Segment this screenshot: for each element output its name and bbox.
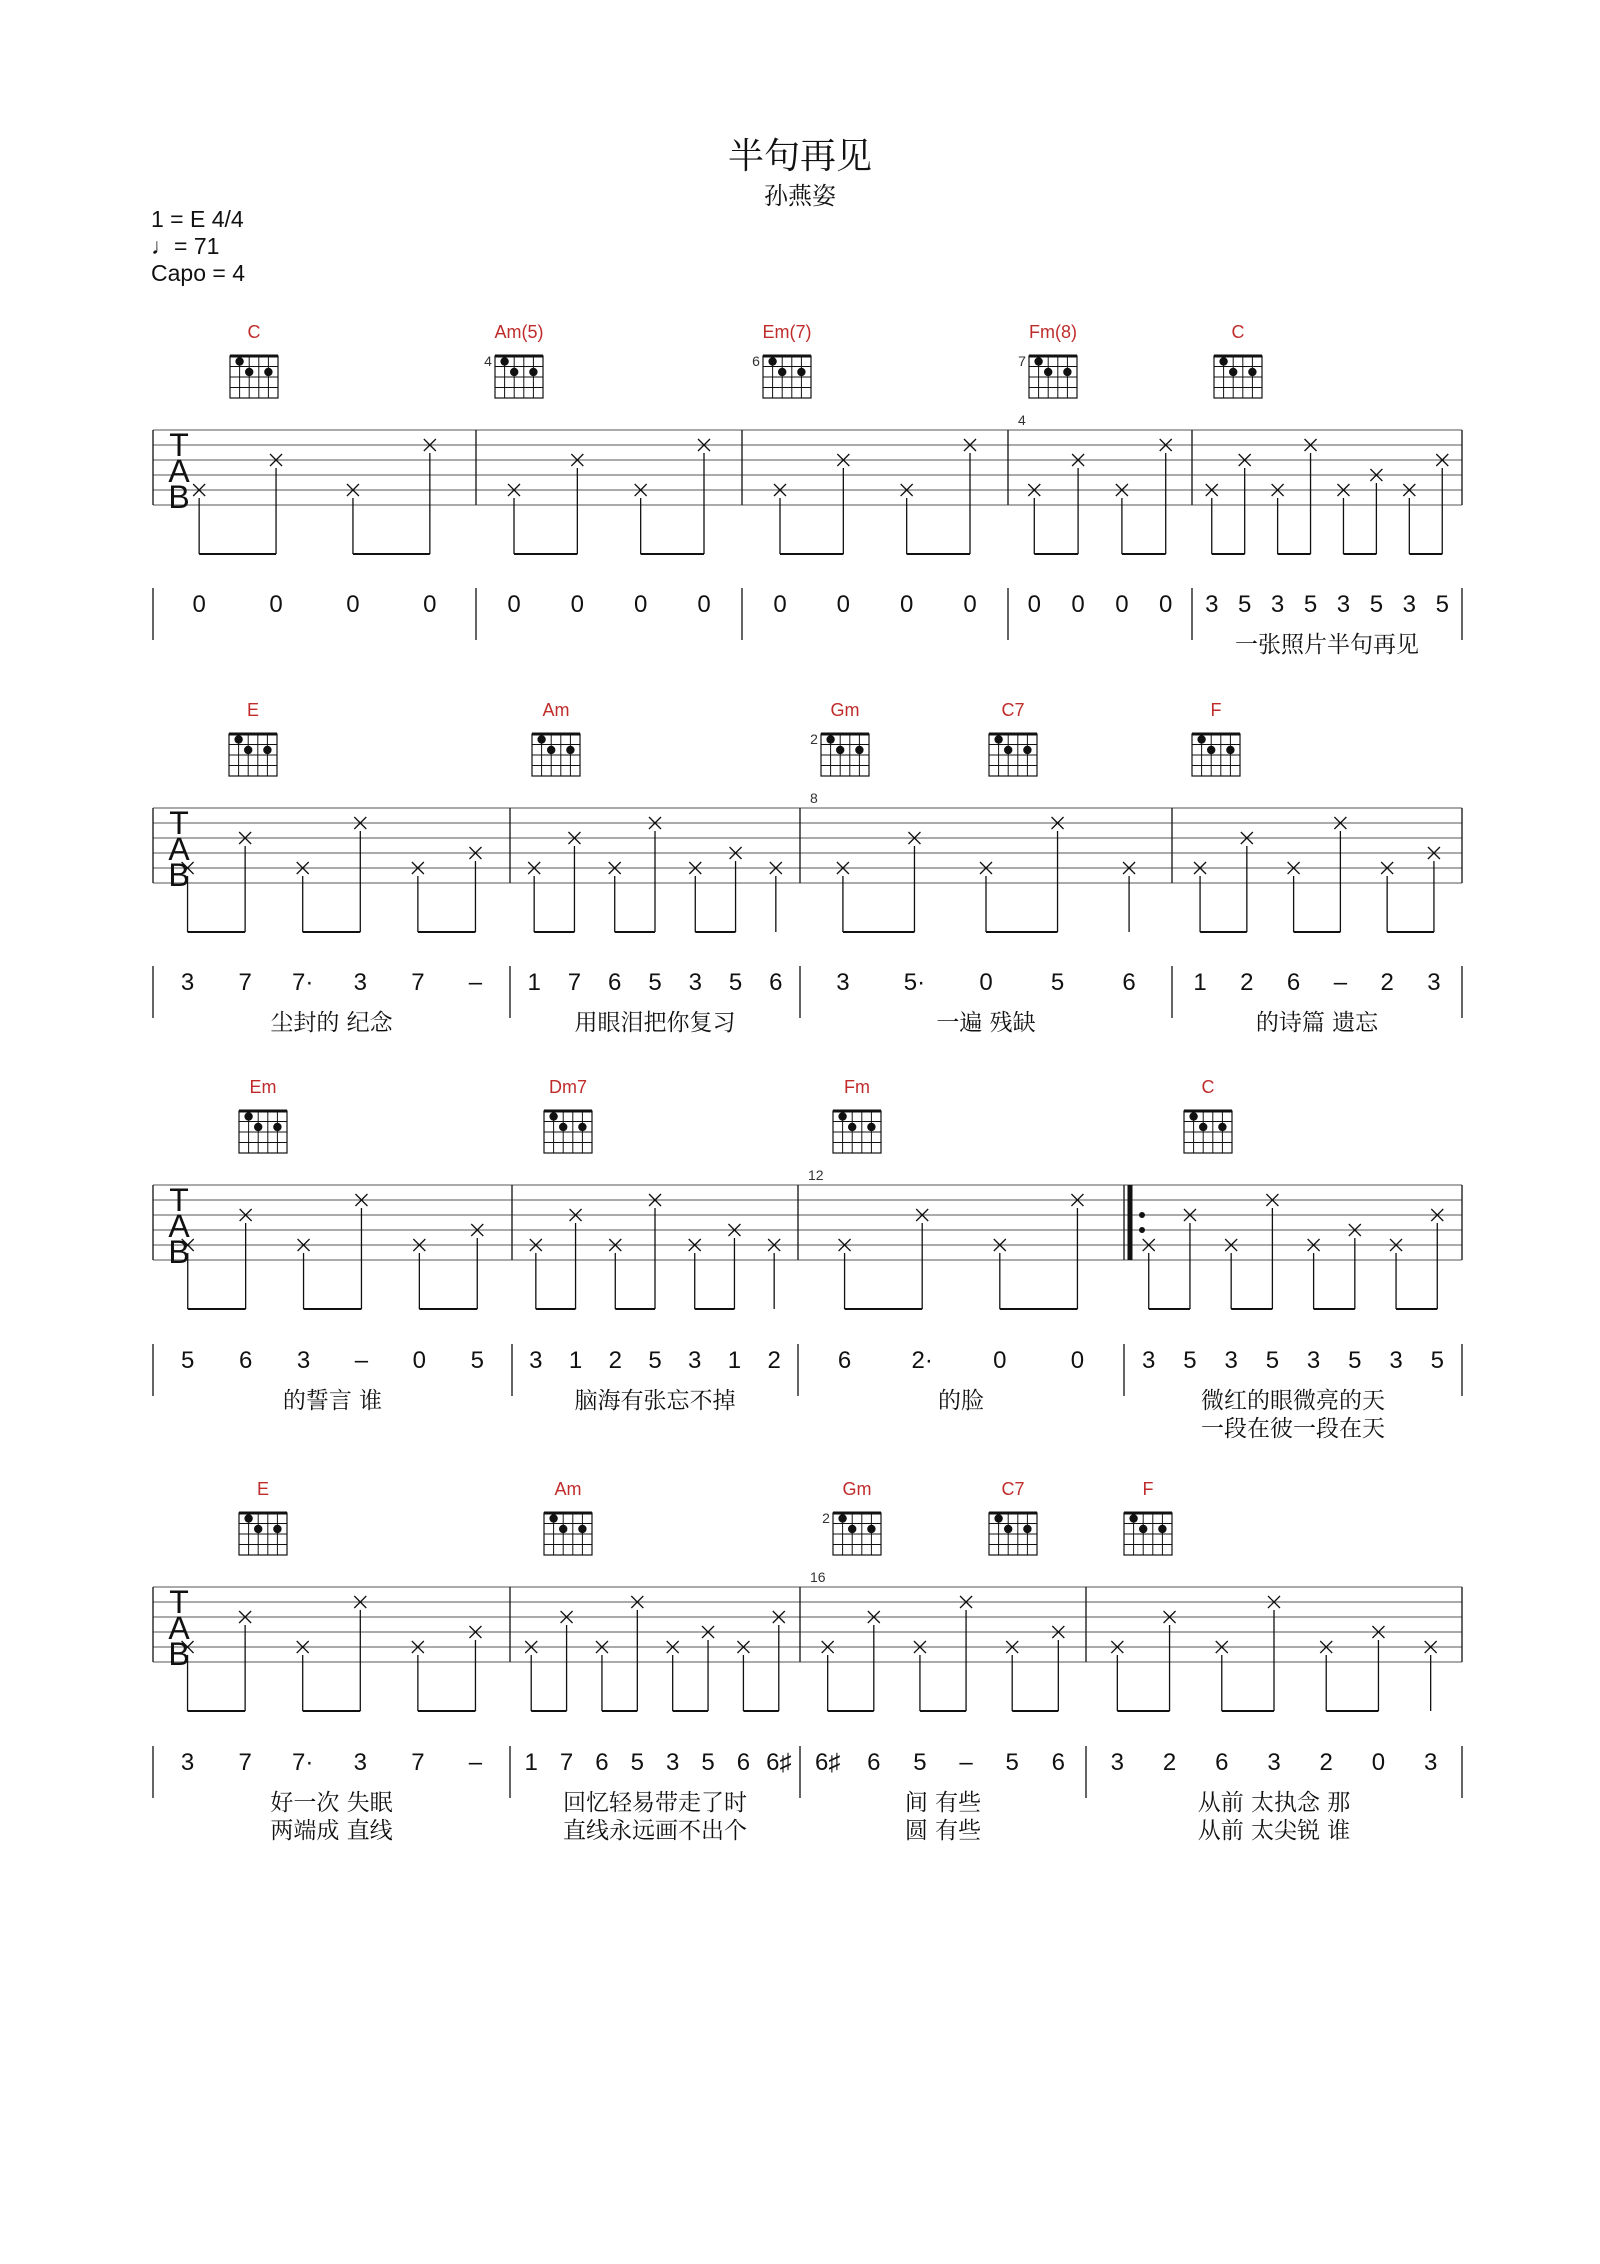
jianpu-note: 2 bbox=[767, 1347, 781, 1374]
finger-dot bbox=[1218, 1123, 1226, 1131]
tab-clef-letter: B bbox=[168, 1636, 190, 1672]
tab-clef-letter: T bbox=[169, 805, 189, 841]
chord-diagram bbox=[989, 700, 1037, 776]
jianpu-note: 6♯ bbox=[766, 1749, 792, 1776]
finger-dot bbox=[578, 1123, 586, 1131]
jianpu-note: 3 bbox=[1110, 1749, 1125, 1776]
jianpu-note: 0 bbox=[570, 591, 585, 618]
finger-dot bbox=[778, 368, 786, 376]
jianpu-note: 3 bbox=[688, 1347, 702, 1374]
chord-name: Gm bbox=[830, 700, 860, 720]
chord-name: Dm7 bbox=[548, 1077, 588, 1097]
tempo-marking: ♩= 71 bbox=[151, 233, 220, 259]
measure-number: 4 bbox=[1018, 412, 1026, 428]
chord-name: Am bbox=[554, 1479, 582, 1499]
jianpu-note: 3 bbox=[180, 969, 195, 996]
jianpu-note: 5· bbox=[903, 969, 926, 996]
jianpu-note: 3 bbox=[180, 1749, 195, 1776]
jianpu-note: 2 bbox=[1380, 969, 1394, 996]
repeat-dot bbox=[1139, 1227, 1145, 1233]
chord-name: C7 bbox=[1001, 700, 1025, 720]
jianpu-note: 0 bbox=[633, 591, 648, 618]
lyric-line-1: 好一次 失眠 bbox=[270, 1790, 393, 1816]
chord-name: Fm bbox=[844, 1077, 870, 1097]
chord-name: C7 bbox=[1001, 1479, 1025, 1499]
jianpu-note: 0 bbox=[269, 591, 283, 618]
chord-name: Em(7) bbox=[762, 322, 812, 342]
finger-dot bbox=[244, 1112, 252, 1120]
finger-dot bbox=[797, 368, 805, 376]
fret-position: 4 bbox=[484, 353, 492, 369]
jianpu-note: 7 bbox=[411, 969, 425, 996]
jianpu-note: – bbox=[354, 1347, 369, 1374]
chord-name: F bbox=[1142, 1479, 1154, 1499]
finger-dot bbox=[768, 357, 776, 365]
lyric-line-2: 从前 太尖锐 谁 bbox=[1197, 1818, 1351, 1844]
jianpu-note: 7 bbox=[567, 969, 582, 996]
chord-diagram bbox=[833, 1077, 881, 1153]
fret-position: 7 bbox=[1018, 353, 1026, 369]
lyric-line-1: 的脸 bbox=[938, 1388, 984, 1414]
chord-diagram bbox=[1192, 700, 1240, 776]
finger-dot bbox=[848, 1123, 856, 1131]
jianpu-note: 5 bbox=[1430, 1347, 1444, 1374]
jianpu-note: 5 bbox=[1005, 1749, 1019, 1776]
jianpu-note: 0 bbox=[899, 591, 914, 618]
tab-clef-letter: B bbox=[168, 1234, 190, 1270]
jianpu-note: 6 bbox=[1286, 969, 1301, 996]
finger-dot bbox=[559, 1123, 567, 1131]
jianpu-note: 5 bbox=[1348, 1347, 1362, 1374]
finger-dot bbox=[1023, 1525, 1031, 1533]
jianpu-note: 0 bbox=[773, 591, 787, 618]
lyric-line-1: 的誓言 谁 bbox=[282, 1388, 383, 1414]
jianpu-note: 5 bbox=[648, 1347, 662, 1374]
finger-dot bbox=[1139, 1525, 1147, 1533]
jianpu-note: 6 bbox=[769, 969, 783, 996]
finger-dot bbox=[547, 746, 555, 754]
jianpu-note: 2 bbox=[1319, 1749, 1333, 1776]
jianpu-note: 0 bbox=[1159, 591, 1173, 618]
finger-dot bbox=[566, 746, 574, 754]
finger-dot bbox=[264, 368, 272, 376]
jianpu-note: 2 bbox=[1240, 969, 1254, 996]
jianpu-note: 5 bbox=[1265, 1347, 1280, 1374]
jianpu-note: 7 bbox=[411, 1749, 425, 1776]
chord-name: F bbox=[1210, 700, 1222, 720]
finger-dot bbox=[549, 1112, 557, 1120]
jianpu-note: 6♯ bbox=[814, 1749, 841, 1776]
jianpu-note: 0 bbox=[697, 591, 711, 618]
jianpu-note: 0 bbox=[423, 591, 437, 618]
jianpu-note: 6 bbox=[1051, 1749, 1066, 1776]
chord-diagram bbox=[484, 322, 543, 398]
chord-name: C bbox=[1231, 322, 1245, 342]
jianpu-note: 3 bbox=[529, 1347, 543, 1374]
jianpu-note: 3 bbox=[1306, 1347, 1321, 1374]
finger-dot bbox=[273, 1123, 281, 1131]
finger-dot bbox=[1129, 1514, 1137, 1522]
jianpu-note: 7· bbox=[292, 1749, 314, 1776]
finger-dot bbox=[537, 735, 545, 743]
lyric-line-2: 圆 有些 bbox=[904, 1818, 982, 1844]
chord-name: Am(5) bbox=[494, 322, 544, 342]
jianpu-note: 2 bbox=[1162, 1749, 1177, 1776]
tab-clef-letter: T bbox=[169, 1584, 189, 1620]
tab-clef-letter: A bbox=[168, 1610, 190, 1646]
jianpu-note: 3 bbox=[1270, 591, 1285, 618]
tab-system bbox=[153, 1077, 1462, 1442]
jianpu-note: 0 bbox=[1115, 591, 1129, 618]
tab-clef-letter: T bbox=[169, 1182, 189, 1218]
jianpu-note: 7 bbox=[238, 1749, 252, 1776]
finger-dot bbox=[1063, 368, 1071, 376]
chord-diagram bbox=[1124, 1479, 1172, 1555]
finger-dot bbox=[1004, 1525, 1012, 1533]
finger-dot bbox=[244, 1514, 252, 1522]
chord-diagram bbox=[752, 322, 811, 398]
finger-dot bbox=[549, 1514, 557, 1522]
jianpu-note: 5 bbox=[630, 1749, 644, 1776]
jianpu-note: 7 bbox=[559, 1749, 574, 1776]
finger-dot bbox=[1034, 357, 1042, 365]
finger-dot bbox=[1226, 746, 1234, 754]
jianpu-note: 6 bbox=[1122, 969, 1136, 996]
tab-clef-letter: A bbox=[168, 1208, 190, 1244]
measure-number: 16 bbox=[810, 1569, 826, 1585]
lyric-line-1: 的诗篇 遗忘 bbox=[1255, 1010, 1379, 1036]
jianpu-note: 7· bbox=[292, 969, 314, 996]
finger-dot bbox=[848, 1525, 856, 1533]
chord-diagram bbox=[239, 1479, 287, 1555]
jianpu-note: 0 bbox=[993, 1347, 1007, 1374]
finger-dot bbox=[838, 1514, 846, 1522]
finger-dot bbox=[838, 1112, 846, 1120]
finger-dot bbox=[254, 1123, 262, 1131]
finger-dot bbox=[994, 735, 1002, 743]
finger-dot bbox=[836, 746, 844, 754]
jianpu-note: 5 bbox=[648, 969, 662, 996]
finger-dot bbox=[1207, 746, 1215, 754]
finger-dot bbox=[559, 1525, 567, 1533]
jianpu-note: 5 bbox=[470, 1347, 484, 1374]
jianpu-note: 3 bbox=[1224, 1347, 1238, 1374]
finger-dot bbox=[273, 1525, 281, 1533]
jianpu-note: 0 bbox=[963, 591, 977, 618]
finger-dot bbox=[254, 1525, 262, 1533]
jianpu-note: 3 bbox=[1402, 591, 1416, 618]
jianpu-note: 0 bbox=[1070, 1347, 1085, 1374]
lyric-line-1: 间 有些 bbox=[904, 1790, 982, 1816]
jianpu-note: – bbox=[1333, 969, 1348, 996]
tab-system bbox=[153, 1479, 1462, 1844]
chord-name: E bbox=[256, 1479, 270, 1499]
jianpu-note: 0 bbox=[979, 969, 993, 996]
chord-diagram bbox=[1214, 322, 1262, 398]
jianpu-note: 1 bbox=[527, 969, 541, 996]
fret-position: 6 bbox=[752, 353, 760, 369]
lyric-line-1: 从前 太执念 那 bbox=[1197, 1790, 1351, 1816]
jianpu-note: 3 bbox=[666, 1749, 680, 1776]
repeat-dot bbox=[1139, 1212, 1145, 1218]
chord-name: E bbox=[246, 700, 260, 720]
jianpu-note: 1 bbox=[1193, 969, 1207, 996]
finger-dot bbox=[867, 1525, 875, 1533]
jianpu-note: 5 bbox=[728, 969, 743, 996]
tab-clef-letter: B bbox=[168, 479, 190, 515]
jianpu-note: 3 bbox=[296, 1347, 311, 1374]
jianpu-note: 5 bbox=[701, 1749, 715, 1776]
jianpu-note: 5 bbox=[913, 1749, 927, 1776]
fret-position: 2 bbox=[822, 1510, 830, 1526]
jianpu-note: 3 bbox=[836, 969, 850, 996]
jianpu-note: 7 bbox=[238, 969, 252, 996]
jianpu-note: 6 bbox=[867, 1749, 881, 1776]
lyric-line-1: 一张照片半句再见 bbox=[1235, 632, 1419, 658]
jianpu-note: 0 bbox=[192, 591, 206, 618]
jianpu-note: – bbox=[468, 1749, 483, 1776]
chord-diagram bbox=[1018, 322, 1077, 398]
tab-clef-letter: A bbox=[168, 831, 190, 867]
jianpu-note: 5 bbox=[181, 1347, 195, 1374]
lyric-line-1: 回忆轻易带走了时 bbox=[563, 1790, 747, 1816]
lyric-line-2: 直线永远画不出个 bbox=[563, 1818, 747, 1844]
jianpu-note: 2 bbox=[608, 1347, 622, 1374]
finger-dot bbox=[1158, 1525, 1166, 1533]
chord-diagram bbox=[239, 1077, 287, 1153]
jianpu-note: – bbox=[468, 969, 483, 996]
chord-diagram bbox=[544, 1077, 592, 1153]
chord-diagram bbox=[822, 1479, 881, 1555]
jianpu-note: 6 bbox=[837, 1347, 852, 1374]
lyric-line-1: 微红的眼微亮的天 bbox=[1201, 1388, 1385, 1414]
measure-number: 12 bbox=[808, 1167, 824, 1183]
finger-dot bbox=[1229, 368, 1237, 376]
finger-dot bbox=[826, 735, 834, 743]
lyric-line-1: 尘封的 纪念 bbox=[270, 1010, 393, 1036]
finger-dot bbox=[855, 746, 863, 754]
lyric-line-2: 一段在彼一段在天 bbox=[1201, 1416, 1385, 1442]
lyric-line-1: 一遍 残缺 bbox=[936, 1010, 1036, 1036]
finger-dot bbox=[1189, 1112, 1197, 1120]
jianpu-note: 1 bbox=[727, 1347, 742, 1374]
chord-name: Em bbox=[249, 1077, 277, 1097]
tab-clef-letter: T bbox=[169, 427, 189, 463]
jianpu-note: 0 bbox=[1071, 591, 1085, 618]
finger-dot bbox=[245, 368, 253, 376]
finger-dot bbox=[263, 746, 271, 754]
jianpu-note: 3 bbox=[353, 969, 367, 996]
jianpu-note: 6 bbox=[736, 1749, 751, 1776]
tab-system bbox=[153, 322, 1462, 658]
finger-dot bbox=[529, 368, 537, 376]
lyric-line-1: 用眼泪把你复习 bbox=[574, 1010, 736, 1036]
jianpu-note: 3 bbox=[1142, 1347, 1156, 1374]
tab-system bbox=[153, 700, 1462, 1036]
artist-name: 孙燕姿 bbox=[764, 183, 836, 210]
finger-dot bbox=[1219, 357, 1227, 365]
jianpu-note: – bbox=[959, 1749, 973, 1776]
chord-name: Fm(8) bbox=[1029, 322, 1077, 342]
jianpu-note: 5 bbox=[1435, 591, 1449, 618]
finger-dot bbox=[234, 735, 242, 743]
jianpu-note: 2· bbox=[911, 1347, 933, 1374]
chord-diagram bbox=[229, 700, 277, 776]
finger-dot bbox=[510, 368, 518, 376]
finger-dot bbox=[500, 357, 508, 365]
chord-diagram bbox=[989, 1479, 1037, 1555]
jianpu-note: 6 bbox=[608, 969, 622, 996]
tab-clef-letter: A bbox=[168, 453, 190, 489]
jianpu-note: 3 bbox=[353, 1749, 367, 1776]
finger-dot bbox=[1044, 368, 1052, 376]
jianpu-note: 3 bbox=[1205, 591, 1219, 618]
finger-dot bbox=[1197, 735, 1205, 743]
jianpu-note: 0 bbox=[346, 591, 360, 618]
jianpu-note: 3 bbox=[688, 969, 702, 996]
finger-dot bbox=[1199, 1123, 1207, 1131]
jianpu-note: 1 bbox=[568, 1347, 583, 1374]
capo-marking: Capo = 4 bbox=[151, 260, 245, 286]
jianpu-note: 6 bbox=[1215, 1749, 1229, 1776]
song-title: 半句再见 bbox=[727, 135, 872, 176]
chord-name: C bbox=[1201, 1077, 1215, 1097]
finger-dot bbox=[867, 1123, 875, 1131]
jianpu-note: 0 bbox=[1371, 1749, 1386, 1776]
finger-dot bbox=[578, 1525, 586, 1533]
jianpu-note: 6 bbox=[595, 1749, 609, 1776]
lyric-line-2: 两端成 直线 bbox=[270, 1818, 393, 1844]
jianpu-note: 1 bbox=[524, 1749, 538, 1776]
chord-diagram bbox=[230, 322, 278, 398]
jianpu-note: 3 bbox=[1336, 591, 1351, 618]
fret-position: 2 bbox=[810, 731, 818, 747]
finger-dot bbox=[1248, 368, 1256, 376]
chord-name: Am bbox=[542, 700, 570, 720]
finger-dot bbox=[244, 746, 252, 754]
jianpu-note: 5 bbox=[1369, 591, 1384, 618]
jianpu-note: 0 bbox=[836, 591, 851, 618]
jianpu-note: 6 bbox=[238, 1347, 253, 1374]
measure-number: 8 bbox=[810, 790, 818, 806]
key-signature: 1 = E 4/4 bbox=[151, 206, 244, 232]
chord-name: C bbox=[247, 322, 261, 342]
finger-dot bbox=[1023, 746, 1031, 754]
jianpu-note: 3 bbox=[1267, 1749, 1281, 1776]
chord-diagram bbox=[544, 1479, 592, 1555]
jianpu-note: 5 bbox=[1183, 1347, 1197, 1374]
finger-dot bbox=[994, 1514, 1002, 1522]
finger-dot bbox=[235, 357, 243, 365]
jianpu-note: 0 bbox=[412, 1347, 427, 1374]
jianpu-note: 3 bbox=[1427, 969, 1441, 996]
chord-diagram bbox=[810, 700, 869, 776]
chord-name: Gm bbox=[842, 1479, 872, 1499]
jianpu-note: 3 bbox=[1389, 1347, 1403, 1374]
jianpu-note: 0 bbox=[1027, 591, 1041, 618]
jianpu-note: 3 bbox=[1423, 1749, 1438, 1776]
chord-diagram bbox=[1184, 1077, 1232, 1153]
jianpu-note: 5 bbox=[1238, 591, 1252, 618]
jianpu-note: 5 bbox=[1303, 591, 1318, 618]
jianpu-note: 0 bbox=[507, 591, 521, 618]
finger-dot bbox=[1004, 746, 1012, 754]
lyric-line-1: 脑海有张忘不掉 bbox=[574, 1388, 736, 1414]
jianpu-note: 5 bbox=[1050, 969, 1065, 996]
chord-diagram bbox=[532, 700, 580, 776]
tab-clef-letter: B bbox=[168, 857, 190, 893]
